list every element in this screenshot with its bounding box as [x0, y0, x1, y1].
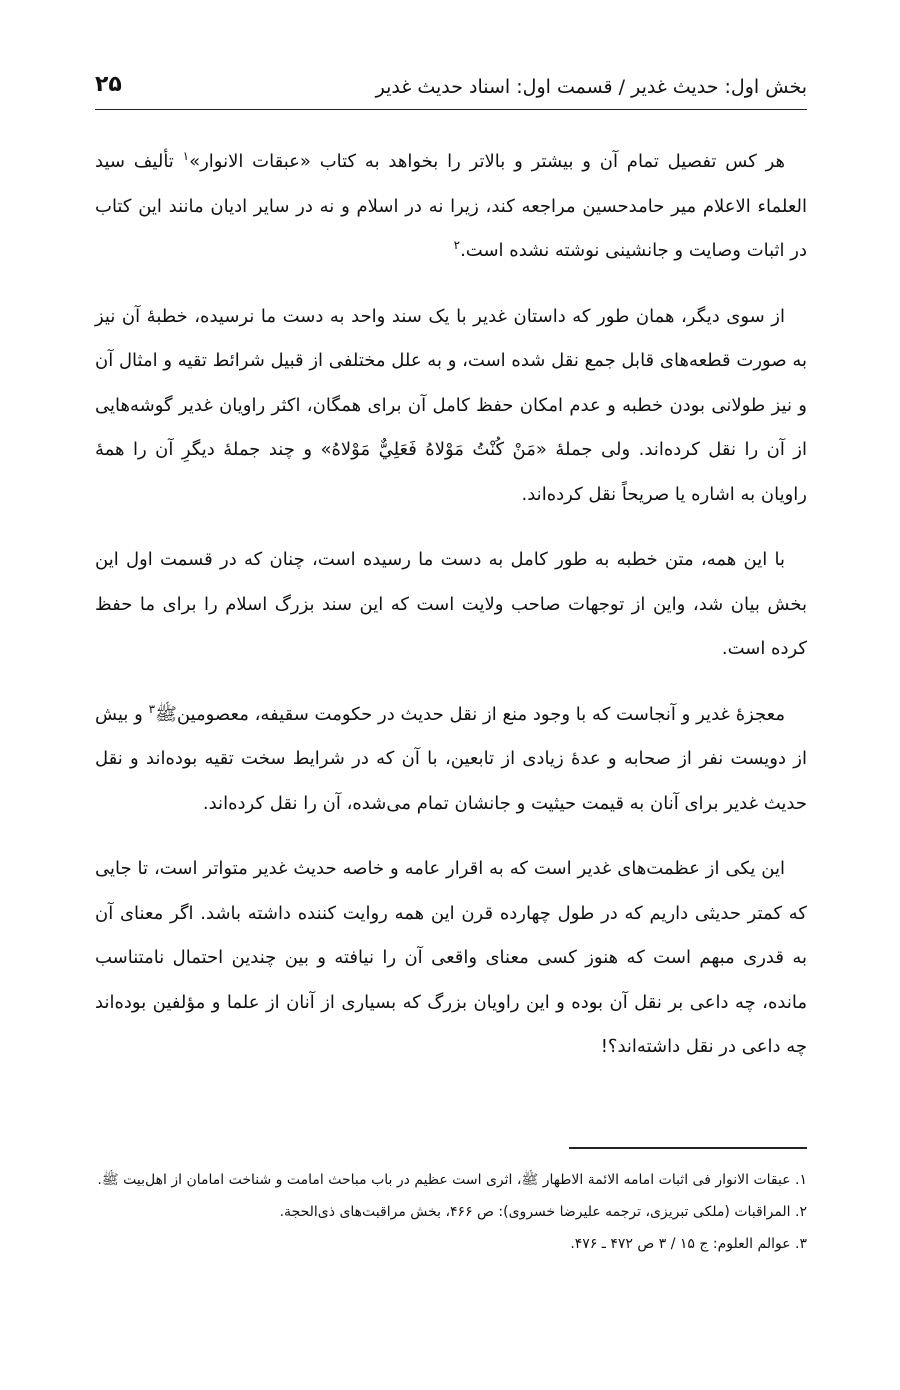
footnote-ref: ۳	[148, 701, 156, 716]
paragraph-text: و بیش از دویست نفر از صحابه و عدهٔ زیادی از تابعین، با آن که در شرایط سخت تقیه بوده‌اند و نقل حدیث غدیر برای آنان به قیمت حیثیت و جانشان تمام می‌شده، آن را نقل کرده‌اند.	[95, 703, 807, 814]
paragraph-text: هر کس تفصیل تمام آن و بیشتر و بالاتر را بخواهد به کتاب «عبقات الانوار»	[189, 151, 785, 172]
page-number: ۲۵	[95, 72, 122, 97]
running-title: بخش اول: حدیث غدیر / قسمت اول: اسناد حدیث غدیر	[375, 76, 807, 98]
footnote-1: ۱. عبقات الانوار فی اثبات امامه الائمة الاطهار ﷺ، اثری است عظیم در باب مباحث امامت و شناخت امامان از اهل‌بیت ﷺ.	[97, 1172, 807, 1188]
header-rule	[95, 109, 807, 110]
body-text	[95, 140, 807, 1091]
paragraph-text: با این همه، متن خطبه به طور کامل به دست ما رسیده است، چنان که در قسمت اول این بخش بیان شد، واین از توجهات صاحب ولایت است که این سند بزرگ اسلام را برای ما حفظ کرده است.	[95, 549, 807, 659]
footnote-3: ۳. عوالم العلوم: ج ۱۵ / ۳ ص ۴۷۲ ـ ۴۷۶.	[570, 1236, 807, 1252]
paragraph-text: معجزهٔ غدیر و آنجاست که با وجود منع از نقل حدیث در حکومت سقیفه، معصومین	[176, 703, 786, 725]
paragraph-3	[95, 538, 807, 672]
paragraph-text: این یکی از عظمت‌های غدیر است که به اقرار عامه و خاصه حدیث غدیر متواتر است، تا جایی که کمتر حدیثی داریم که در طول چهارده قرن این همه روایت کننده داشته باشد. اگر معنای آن به قدری مبهم است که هنوز کسی معنای واقعی آن را نیافته و بین چندین احتمال نامتناسب مانده، چه داعی بر نقل آن بوده و این راویان بزرگ که بسیاری از آنان از علما و مؤلفین بوده‌اند چه داعی در نقل داشته‌اند؟!	[95, 858, 807, 1057]
paragraph-text: تألیف سید العلماء الاعلام میر حامدحسین مراجعه کند، زیرا نه در اسلام و نه در سایر ادیان مانند این کتاب در اثبات وصایت و جانشینی نوشته نشده است.	[95, 151, 807, 261]
footnote-2: ۲. المراقبات (ملکی تبریزی، ترجمه علیرضا خسروی): ص ۴۶۶، بخش مراقبت‌های ذی‌الحجة.	[279, 1204, 807, 1220]
paragraph-1	[95, 140, 807, 274]
footnote-rule	[569, 1147, 807, 1149]
footnotes	[95, 1164, 807, 1260]
paragraph-5	[95, 847, 807, 1070]
footnote-ref: ۱	[182, 149, 190, 163]
honorific-mark: ﷺ	[155, 703, 177, 725]
paragraph-4	[95, 693, 807, 827]
page-header	[95, 70, 807, 110]
paragraph-2	[95, 295, 807, 518]
footnote-ref: ۲	[453, 238, 461, 252]
paragraph-text: از سوی دیگر، همان طور که داستان غدیر با یک سند واحد به دست ما نرسیده، خطبهٔ آن نیز به صورت قطعه‌های قابل جمع نقل شده است، و به علل مختلفی از قبیل شرائط تقیه و امثال آن و نیز طولانی بودن خطبه و عدم امکان حفظ کامل آن برای همگان، اکثر راویان غدیر گوشه‌هایی از آن را نقل کرده‌اند. ولی جملهٔ «مَنْ كُنْتُ مَوْلاهُ فَعَلِيٌّ مَوْلاهُ» و چند جملهٔ دیگرِ آن را همهٔ راویان به اشاره یا صریحاً نقل کرده‌اند.	[95, 305, 807, 505]
